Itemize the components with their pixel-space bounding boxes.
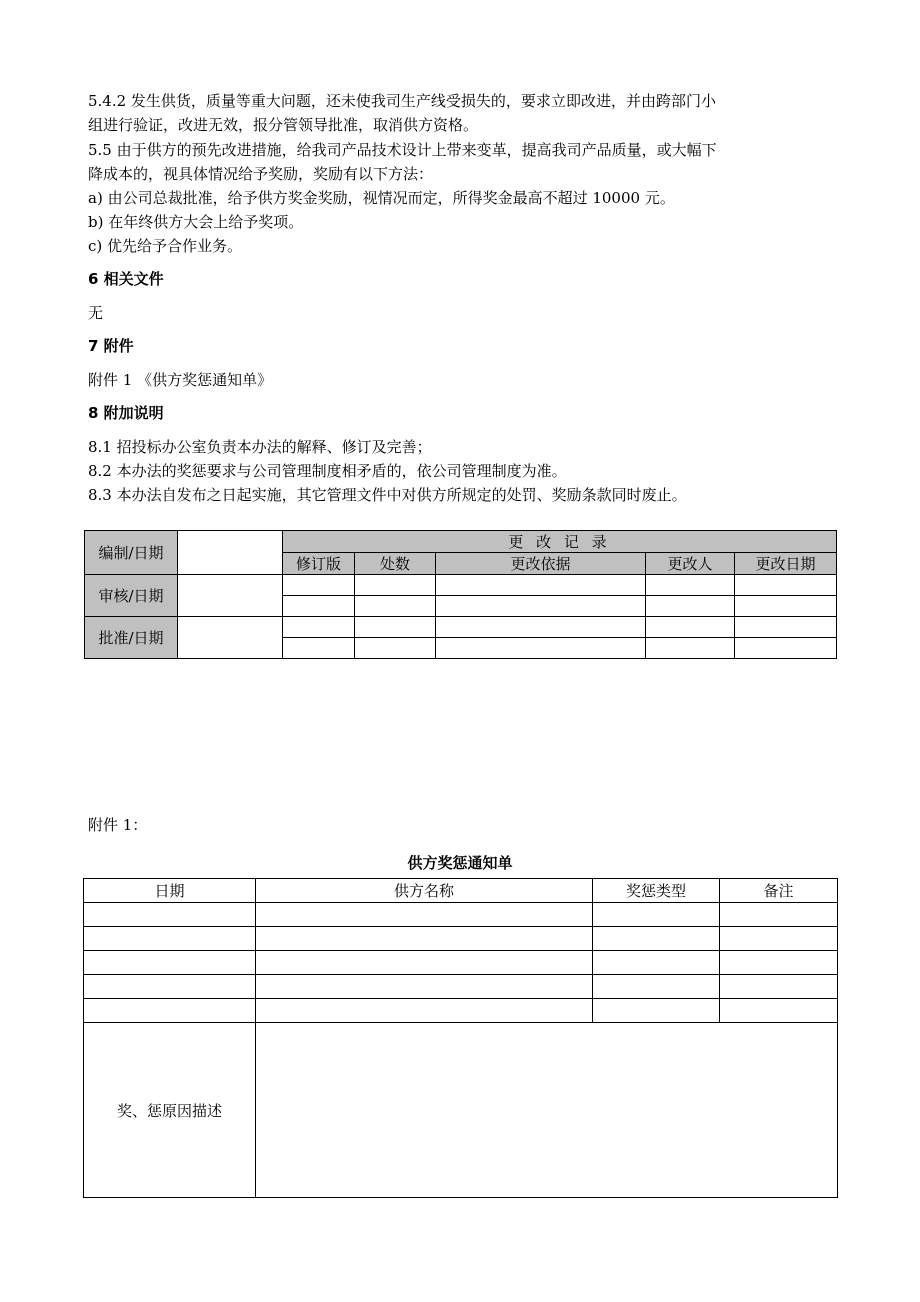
table-cell[interactable] [84, 903, 256, 927]
table-cell[interactable] [720, 999, 838, 1023]
list-item-b: b) 在年终供方大会上给予奖项。 [88, 213, 304, 231]
compiled-date-label: 编制/日期 [85, 531, 178, 575]
table-cell[interactable] [283, 575, 355, 596]
section-7-body: 附件 1 《供方奖惩通知单》 [88, 371, 273, 389]
table-cell[interactable] [436, 596, 646, 617]
section-6-heading: 6 相关文件 [88, 270, 164, 288]
table-cell[interactable] [436, 617, 646, 638]
form-title: 供方奖惩通知单 [407, 854, 513, 872]
change-record-header: 更 改 记 录 [283, 531, 837, 553]
appendix-label: 附件 1： [88, 816, 148, 834]
col-basis: 更改依据 [436, 553, 646, 575]
table-cell[interactable] [735, 596, 837, 617]
table-cell[interactable] [720, 975, 838, 999]
table-cell[interactable] [436, 638, 646, 659]
list-item-a: a) 由公司总裁批准，给予供方奖金奖励，视情况而定，所得奖金最高不超过 10000 元。 [88, 189, 675, 207]
table-cell[interactable] [646, 617, 735, 638]
table-cell[interactable] [355, 596, 436, 617]
section-8-1: 8.1 招投标办公室负责本办法的解释、修订及完善； [88, 438, 432, 456]
paragraph-5-5-line2: 降成本的，视具体情况给予奖励，奖励有以下方法： [88, 165, 434, 183]
table-cell[interactable] [735, 575, 837, 596]
table-cell[interactable] [256, 903, 593, 927]
table-cell[interactable] [84, 927, 256, 951]
paragraph-5-4-2-line2: 组进行验证，改进无效，报分管领导批准，取消供方资格。 [88, 116, 479, 134]
section-8-2: 8.2 本办法的奖惩要求与公司管理制度相矛盾的，依公司管理制度为准。 [88, 462, 567, 480]
section-7-heading: 7 附件 [88, 337, 134, 355]
table-cell[interactable] [283, 596, 355, 617]
col-type: 奖惩类型 [593, 879, 720, 903]
col-supplier-name: 供方名称 [256, 879, 593, 903]
reason-description-field[interactable] [256, 1023, 838, 1198]
table-cell[interactable] [256, 951, 593, 975]
col-revision: 修订版 [283, 553, 355, 575]
table-cell[interactable] [84, 951, 256, 975]
table-cell[interactable] [646, 575, 735, 596]
approval-date-label: 批准/日期 [85, 617, 178, 659]
reason-label: 奖、惩原因描述 [84, 1023, 256, 1198]
table-cell[interactable] [593, 903, 720, 927]
paragraph-5-5-line1: 5.5 由于供方的预先改进措施，给我司产品技术设计上带来变革，提高我司产品质量，或大幅下 [88, 141, 717, 159]
reward-penalty-form [83, 878, 838, 1198]
paragraph-5-4-2-line1: 5.4.2 发生供货，质量等重大问题，还未使我司生产线受损失的，要求立即改进，并由跨部门小 [88, 92, 716, 110]
review-date-value[interactable] [178, 575, 283, 617]
section-6-body: 无 [88, 304, 104, 322]
table-cell[interactable] [593, 999, 720, 1023]
table-cell[interactable] [593, 951, 720, 975]
review-date-label: 审核/日期 [85, 575, 178, 617]
table-cell[interactable] [735, 638, 837, 659]
section-8-heading: 8 附加说明 [88, 404, 164, 422]
change-record-table [84, 530, 837, 659]
table-cell[interactable] [283, 638, 355, 659]
table-cell[interactable] [436, 575, 646, 596]
table-cell[interactable] [355, 617, 436, 638]
col-count: 处数 [355, 553, 436, 575]
table-cell[interactable] [283, 617, 355, 638]
table-cell[interactable] [646, 638, 735, 659]
col-changer: 更改人 [646, 553, 735, 575]
list-item-c: c) 优先给予合作业务。 [88, 237, 243, 255]
section-8-3: 8.3 本办法自发布之日起实施，其它管理文件中对供方所规定的处罚、奖励条款同时废止。 [88, 486, 687, 504]
table-cell[interactable] [256, 927, 593, 951]
col-change-date: 更改日期 [735, 553, 837, 575]
col-remarks: 备注 [720, 879, 838, 903]
table-cell[interactable] [720, 951, 838, 975]
table-cell[interactable] [593, 927, 720, 951]
table-cell[interactable] [355, 575, 436, 596]
table-cell[interactable] [84, 999, 256, 1023]
table-cell[interactable] [84, 975, 256, 999]
compiled-date-value[interactable] [178, 531, 283, 575]
approval-date-value[interactable] [178, 617, 283, 659]
table-cell[interactable] [355, 638, 436, 659]
table-cell[interactable] [720, 903, 838, 927]
table-cell[interactable] [256, 975, 593, 999]
table-cell[interactable] [720, 927, 838, 951]
table-cell[interactable] [593, 975, 720, 999]
table-cell[interactable] [735, 617, 837, 638]
table-cell[interactable] [646, 596, 735, 617]
col-date: 日期 [84, 879, 256, 903]
table-cell[interactable] [256, 999, 593, 1023]
